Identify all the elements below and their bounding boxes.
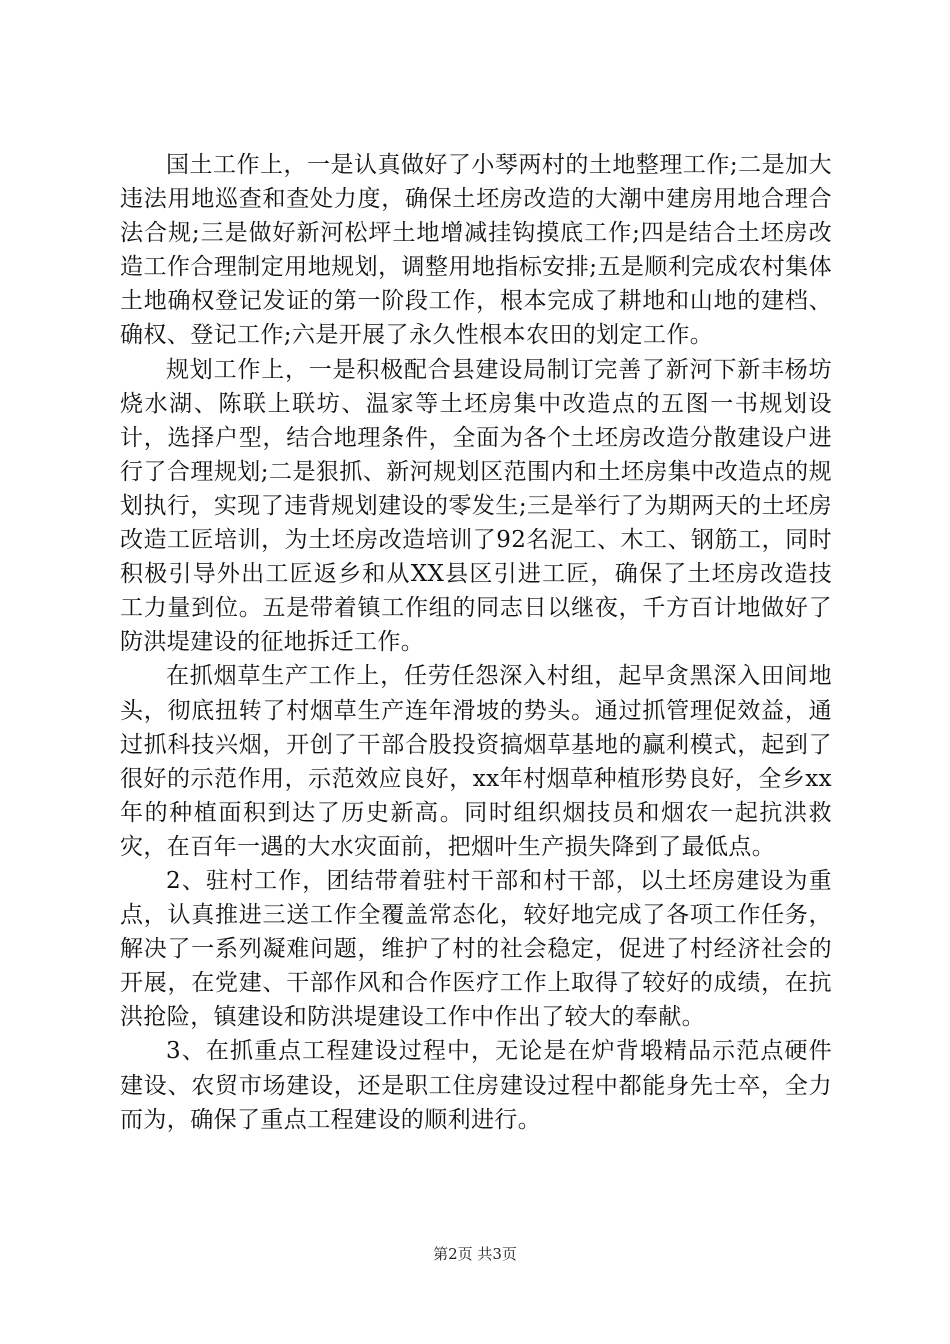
paragraph-planning-work: 规划工作上，一是积极配合县建设局制订完善了新河下新丰杨坊烧水湖、陈联上联坊、温家等土坯房集中改造点的五图一书规划设计，选择户型，结合地理条件，全面为各个土坯房改造分散建设户进行了合理规划;二是狠抓、新河规划区范围内和土坯房集中改造点的规划执行，实现了违背规划建设的零发生;三是举行了为期两天的土坯房改造工匠培训，为土坯房改造培训了92名泥工、木工、钢筋工，同时积极引导外出工匠返乡和从XX县区引进工匠，确保了土坯房改造技工力量到位。五是带着镇工作组的同志日以继夜，千方百计地做好了防洪堤建设的征地拆迁工作。 [120, 356, 832, 656]
page-number-footer: 第2页 共3页 [433, 1245, 517, 1263]
paragraph-village-work: 2、驻村工作，团结带着驻村干部和村干部，以土坯房建设为重点，认真推进三送工作全覆盖常态化，较好地完成了各项工作任务，解决了一系列凝难问题，维护了村的社会稳定，促进了村经济社会的开展，在党建、干部作风和合作医疗工作上取得了较好的成绩，在抗洪抢险，镇建设和防洪堤建设工作中作出了较大的奉献。 [120, 867, 832, 1031]
paragraph-land-work: 国土工作上，一是认真做好了小琴两村的土地整理工作;二是加大违法用地巡查和查处力度，确保土坯房改造的大潮中建房用地合理合法合规;三是做好新河松坪土地增减挂钩摸底工作;四是结合土坯房改造工作合理制定用地规划，调整用地指标安排;五是顺利完成农村集体土地确权登记发证的第一阶段工作，根本完成了耕地和山地的建档、确权、登记工作;六是开展了永久性根本农田的划定工作。 [120, 152, 832, 349]
paragraph-tobacco-work: 在抓烟草生产工作上，任劳任怨深入村组，起早贪黑深入田间地头，彻底扭转了村烟草生产连年滑坡的势头。通过抓管理促效益，通过抓科技兴烟，开创了干部合股投资搞烟草基地的赢利模式，起到了很好的示范作用，示范效应良好，xx年村烟草种植形势良好，全乡xx年的种植面积到达了历史新高。同时组织烟技员和烟农一起抗洪救灾，在百年一遇的大水灾面前，把烟叶生产损失降到了最低点。 [120, 663, 832, 860]
document-body [120, 148, 832, 1137]
paragraph-key-projects: 3、在抓重点工程建设过程中，无论是在炉背塅精品示范点硬件建设、农贸市场建设，还是职工住房建设过程中都能身先士卒，全力而为，确保了重点工程建设的顺利进行。 [120, 1038, 832, 1133]
